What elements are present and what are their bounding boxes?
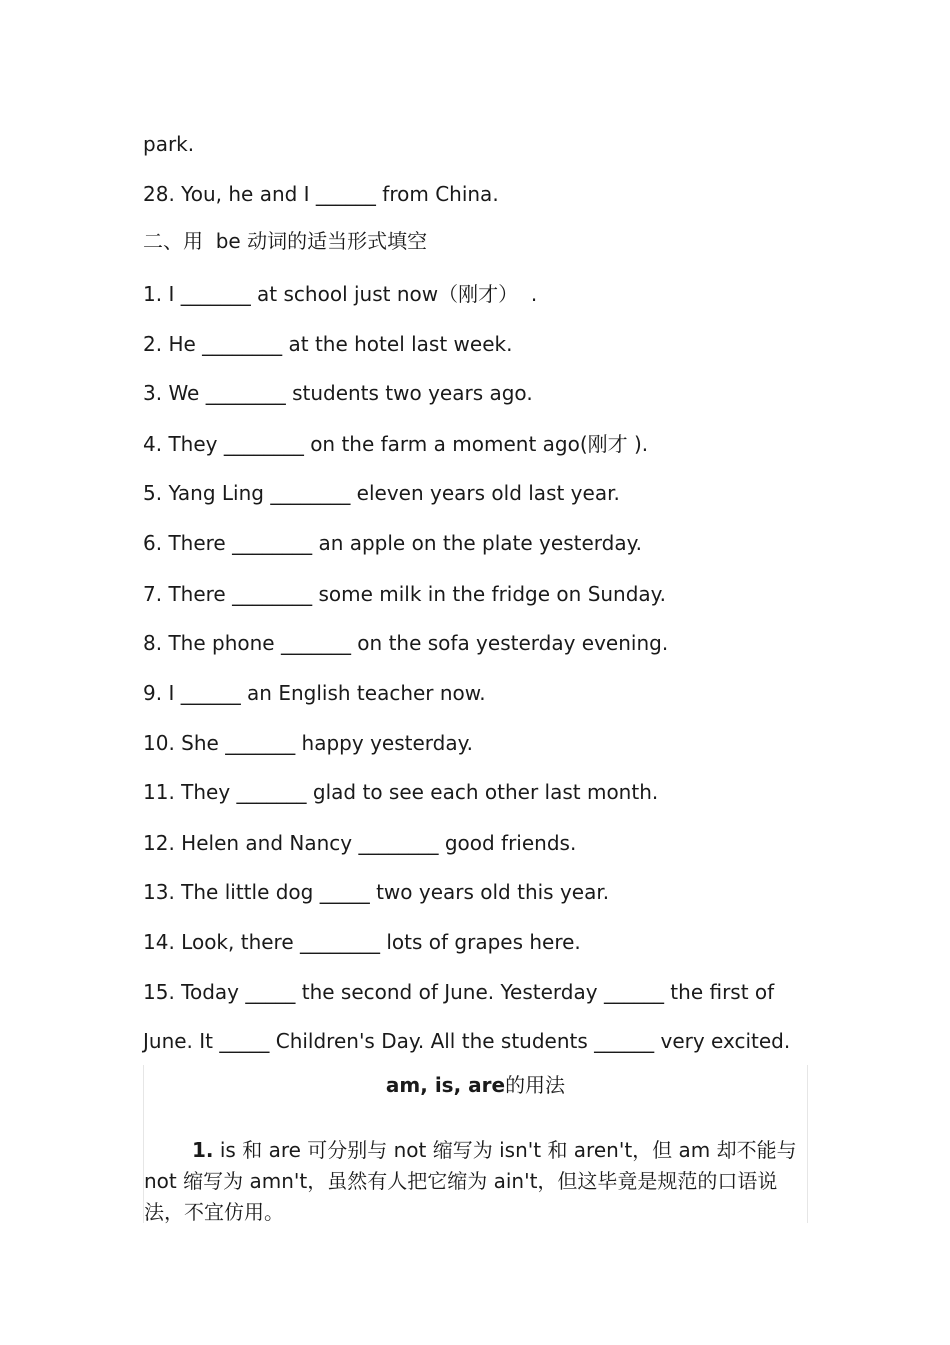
note-title bbox=[144, 1073, 807, 1097]
note-paragraph bbox=[144, 1135, 807, 1228]
question-7: 7. There ________ some milk in the fridge on Sunday. bbox=[143, 582, 667, 606]
note-paragraph-text: is 和 are 可分别与 not 缩写为 isn't 和 aren't，但 am 却不能与 not 缩写为 amn't，虽然有人把它缩为 ain't，但这毕竟是规范的口语说法，不宜仿用。 bbox=[144, 1138, 797, 1224]
section-heading: 二、用 be 动词的适当形式填空 bbox=[143, 229, 428, 253]
question-2: 2. He ________ at the hotel last week. bbox=[143, 332, 513, 356]
note-title-bold: am, is, are bbox=[385, 1073, 506, 1097]
grammar-note-box bbox=[143, 1065, 808, 1223]
question-13: 13. The little dog _____ two years old this year. bbox=[143, 880, 610, 904]
text-line: park. bbox=[143, 132, 195, 156]
question-9: 9. I ______ an English teacher now. bbox=[143, 681, 486, 705]
question-28: 28. You, he and I ______ from China. bbox=[143, 182, 499, 206]
question-15-line1: 15. Today _____ the second of June. Yesterday ______ the first of bbox=[143, 980, 775, 1004]
question-14: 14. Look, there ________ lots of grapes here. bbox=[143, 930, 581, 954]
note-paragraph-number: 1. bbox=[192, 1138, 214, 1162]
question-11: 11. They _______ glad to see each other last month. bbox=[143, 780, 659, 804]
question-6: 6. There ________ an apple on the plate yesterday. bbox=[143, 531, 642, 555]
question-1: 1. I _______ at school just now（刚才） . bbox=[143, 282, 538, 306]
question-4: 4. They ________ on the farm a moment ago(刚才 ). bbox=[143, 432, 649, 456]
question-3: 3. We ________ students two years ago. bbox=[143, 381, 533, 405]
note-title-rest: 的用法 bbox=[505, 1073, 566, 1097]
question-15-line2: June. It _____ Children's Day. All the students ______ very excited. bbox=[143, 1029, 791, 1053]
question-5: 5. Yang Ling ________ eleven years old last year. bbox=[143, 481, 620, 505]
question-10: 10. She _______ happy yesterday. bbox=[143, 731, 473, 755]
question-8: 8. The phone _______ on the sofa yesterday evening. bbox=[143, 631, 669, 655]
question-12: 12. Helen and Nancy ________ good friends. bbox=[143, 831, 577, 855]
